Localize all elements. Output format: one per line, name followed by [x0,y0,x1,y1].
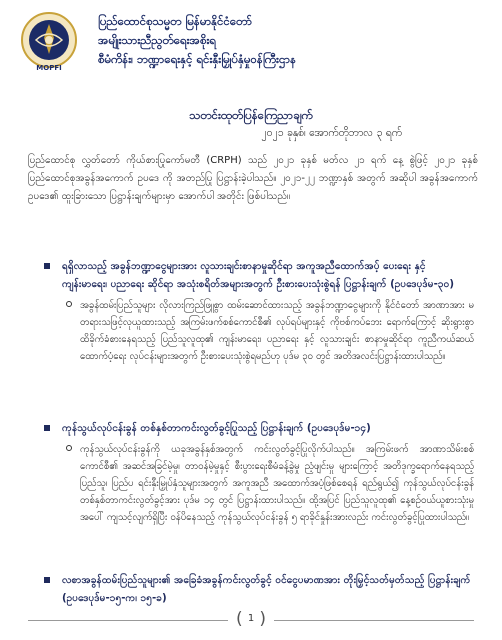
org-line-2: အမျိုးသားညီညွတ်ရေးအစိုးရ [98,33,217,47]
letterhead [12,6,492,76]
section-1 [44,258,474,365]
page-number: ( 1 ) [236,609,266,629]
section-body: ကုန်သွယ်လုပ်ငန်းခွန်ကို ယခုအခွန်နှစ်အတွက် ကင်းလွတ်ခွင့်ပြုလိုက်ပါသည်။ အကြမ်းဖက် အာဏာသိမ်းစစ်ကောင်စီ၏ အဆင်အခြင်မဲ့မှု၊ တာဝန်မဲ့မှုနှင့် စီးပွားရေးစီမံခန့်ခွဲမှု ညံ့ဖျင်းမှု များကြောင့် အတိဒုက္ခရောက်နေရသည့် ပြည်သူ၊ ပြည်ပ ရင်းနှီးမြှုပ်နှံသူများအတွက် အကူအညီ အထောက်အပံ့ဖြစ်စေရန် ရည်ရွယ်၍ ကုန်သွယ်လုပ်ငန်းခွန် တစ်နှစ်တာကင်းလွတ်ခွင့်အား ပုဒ်မ ၁၄ တွင် ပြဋ္ဌာန်းထားပါသည်။ ထို့အပြင် ပြည်သူလူထု၏ နေ့စဉ်ဝယ်ယူစားသုံးမှုအပေါ် ကျသင့်လျက်ရှိပြီး ဝန်ပိနေသည့် ကုန်သွယ်လုပ်ငန်းခွန် ၅ ရာခိုင်နှုန်းအားလည်း ကင်းလွတ်ခွင့်ပြုထားပါသည်။ [44,441,474,526]
bracket-left-icon: ( [236,609,243,629]
square-bullet-icon [44,263,50,269]
circle-bullet-icon [66,301,72,307]
section-3 [44,572,474,608]
square-bullet-icon [44,577,50,583]
document-date: ၂၀၂၁ ခုနှစ်၊ အောက်တိုဘာလ ၃ ရက် [261,127,402,139]
footer-rule-right [274,620,474,621]
organization-name [98,12,296,69]
section-heading: ရရှိလာသည့် အခွန်ဘဏ္ဍာငွေများအား လူသားချင်းစာနာမှုဆိုင်ရာ အကူအညီထောက်အပ့် ပေးရေး နှင့် ကျန်းမာရေး၊ ပညာရေး ဆိုင်ရာ အသုံးစရိတ်အများအတွက် ဦးစားပေးသုံးစွဲရန် ပြဋ္ဌာန်းချက် (ဥပဒေပုဒ်မ-၃၀) [44,258,474,294]
section-heading: လစာအခွန်ထမ်းပြည်သူများ၏ အခြေခံအခွန်ကင်းလွတ်ခွင့် ဝင်ငွေပမာဏအား တိုးမြှင့်သတ်မှတ်သည့် ပြဋ္ဌာန်းချက် (ဥပဒေပုဒ်မ-၁၅-က၊ ၁၅-ခ) [44,572,474,608]
intro-paragraph: ပြည်ထောင်စု လွှတ်တော် ကိုယ်စားပြုကော်မတီ (CRPH) သည် ၂၀၂၁ ခုနှစ် မတ်လ ၂၁ ရက် နေ့ စွဲဖြင့် ၂၀၂၁ ခုနှစ် ပြည်ထောင်စုအခွန်အကောက် ဥပဒေ ကို အတည်ပြု ပြဋ္ဌာန်းခဲ့ပါသည်။ ၂၀၂၁-၂၂ ဘဏ္ဍာနှစ် အတွက် အဆိုပါ အခွန်အကောက် ဥပဒေ၏ ထူးခြားသော ပြဋ္ဌာန်းချက်များမှာ အောက်ပါ အတိုင်း ဖြစ်ပါသည်။ [28,155,478,202]
bracket-right-icon: ) [259,609,266,629]
circle-bullet-icon [66,445,72,451]
section-2 [44,420,474,526]
document-title: သတင်းထုတ်ပြန်ကြေညာချက် [189,108,313,122]
section-body: အခွန်ထမ်းပြည်သူများ လိုလားကြည်ဖြူစွာ ထမ်းဆောင်ထားသည့် အခွန်ဘဏ္ဍာငွေများကို နိုင်ငံတော် အာဏာအား မတရားသဖြင့်လုယူထားသည့် အကြမ်းဖက်စစ်ကောင်စီ၏ လုပ်ရပ်များနှင့် ကိုဗစ်ကပ်ဘေး ရောက်ကြောင့် ဆိုးရွားစွာထိခိုက်ခံစားနေရသည့် ပြည်သူလူထု၏ ကျန်းမာရေး၊ ပညာရေး နှင့် လူသားချင်း စာနာမှုဆိုင်ရာ ကူညီကယ်ဆယ်ထောက်ပံ့ရေး လုပ်ငန်းများအတွက် ဦးစားပေးသုံးစွဲရမည်ဟု ပုဒ်မ ၃၀ တွင် အတိအလင်းပြဋ္ဌာန်းထားပါသည်။ [44,297,474,365]
org-line-1: ပြည်ထောင်စုသမ္မတ မြန်မာနိုင်ငံတော် [98,14,253,28]
section-heading: ကုန်သွယ်လုပ်ငန်းခွန် တစ်နှစ်တာကင်းလွတ်ခွင့်ပြုသည့် ပြဋ္ဌာန်းချက် (ဥပဒေပုဒ်မ-၁၄) [44,420,474,438]
org-line-3: စီမံကိန်း၊ ဘဏ္ဍာရေးနှင့် ရင်းနှီးမြှုပ်နှံမှုဝန်ကြီးဌာန [98,52,297,66]
page-footer [0,604,502,634]
logo-caption: MOPFI [36,64,62,72]
footer-rule-left [28,620,228,621]
square-bullet-icon [44,425,50,431]
